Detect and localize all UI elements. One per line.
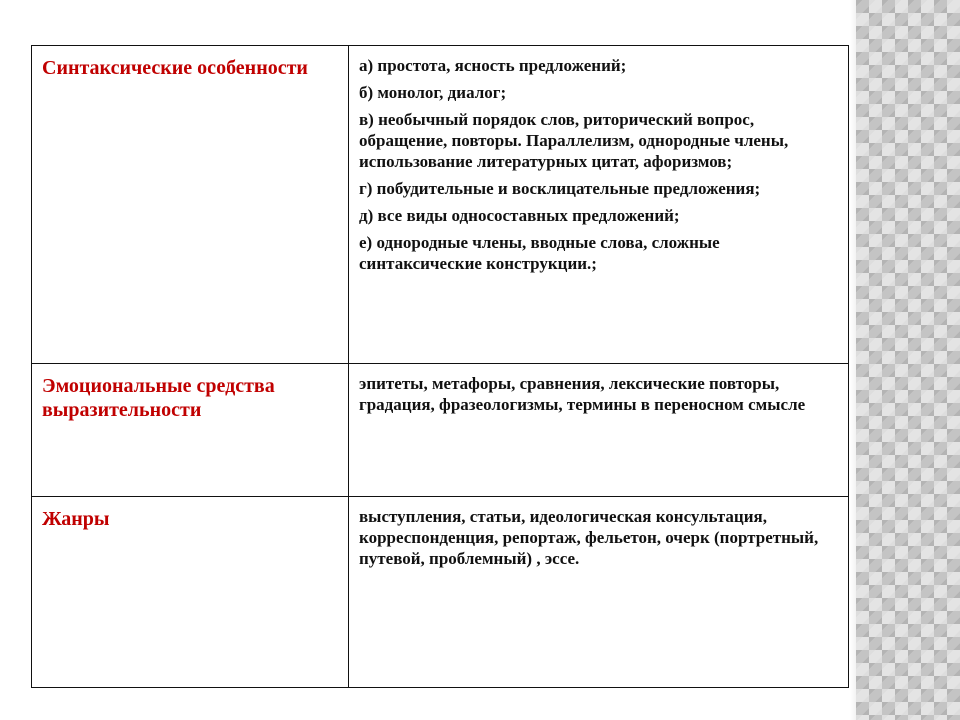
style-features-table — [31, 45, 849, 688]
list-item: д) все виды односоставных предложений; — [359, 206, 680, 225]
row-content-genres — [349, 497, 849, 688]
table-row-syntax — [32, 46, 849, 364]
list-item: б) монолог, диалог; — [359, 83, 507, 102]
row-label-emotional: Эмоциональные средства выразительности — [32, 364, 349, 497]
row-content-emotional — [349, 364, 849, 497]
row-label-genres: Жанры — [32, 497, 349, 688]
list-item: г) побудительные и восклицательные предложения; — [359, 179, 761, 198]
table-row-genres — [32, 497, 849, 688]
row-content-syntax — [349, 46, 849, 364]
row-label-syntax: Синтаксические особенности — [32, 46, 349, 364]
list-item: эпитеты, метафоры, сравнения, лексические повторы, градация, фразеологизмы, термины в переносном смысле — [359, 374, 806, 414]
list-item: в) необычный порядок слов, риторический вопрос, обращение, повторы. Параллелизм, однородные члены, использование литературных цитат, афоризмов; — [359, 110, 789, 171]
list-item: а) простота, ясность предложений; — [359, 56, 627, 75]
list-item: е) однородные члены, вводные слова, сложные синтаксические конструкции.; — [359, 233, 720, 273]
table-row-emotional — [32, 364, 849, 497]
list-item: выступления, статьи, идеологическая консультация, корреспонденция, репортаж, фельетон, очерк (портретный, путевой, проблемный) , эссе. — [359, 507, 819, 568]
decorative-side-pattern — [856, 0, 960, 720]
